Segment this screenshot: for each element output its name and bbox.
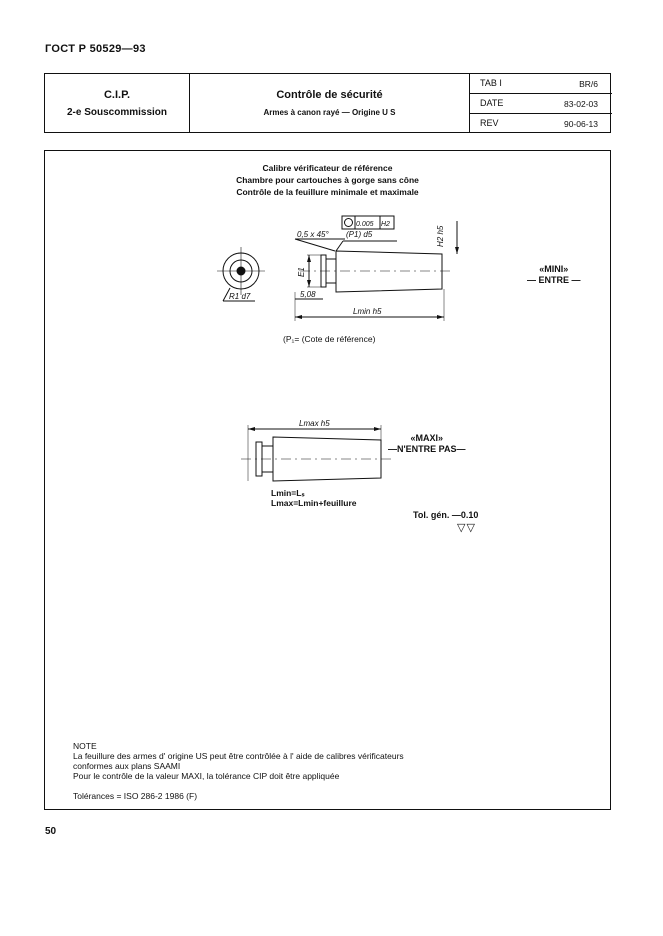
- mini-body: [336, 251, 442, 292]
- lmax-arrow-left: [248, 427, 255, 431]
- cote-note: (P₁= (Cote de référence): [283, 334, 376, 344]
- surface-finish-icon: ▽▽: [457, 522, 476, 534]
- rev-value: 90-06-13: [563, 119, 598, 129]
- formula-min: Lmin=Lₛ: [271, 488, 305, 498]
- dim-508: 5,08: [300, 290, 316, 299]
- dim-r1: R1 d7: [229, 292, 251, 301]
- maxi-label: [388, 433, 465, 455]
- tab-row: [470, 74, 612, 94]
- dim-p1: (P1) d5: [346, 230, 373, 239]
- main-title-3: Contrôle de la feuillure minimale et maximale: [236, 187, 419, 197]
- org-label: C.I.P.: [103, 89, 131, 101]
- mini-label: [527, 264, 581, 286]
- page-number: 50: [45, 826, 57, 837]
- dim-h2h5: H2 h5: [436, 225, 445, 247]
- document-code: ГОСТ Р 50529—93: [45, 43, 146, 55]
- dim-lmax: Lmax h5: [299, 419, 330, 428]
- note-line-3: Pour le contrôle de la valeur MAXI, la tolérance CIP doit être appliquée: [73, 771, 340, 781]
- rev-label: REV: [480, 118, 499, 128]
- chamfer-leader: [295, 239, 335, 251]
- lmin-arrow-right: [437, 315, 444, 319]
- position-symbol-icon: [345, 219, 353, 227]
- tab-label: TAB I: [480, 78, 502, 88]
- note-title: NOTE: [73, 741, 97, 751]
- h2-arrow: [455, 247, 459, 254]
- date-row: [470, 94, 612, 114]
- tab-value: BR/6: [579, 79, 598, 89]
- header-subtitle: Armes à canon rayé — Origine U S: [263, 108, 396, 117]
- note-line-1: La feuillure des armes d' origine US peut être contrôlée à l' aide de calibres vérificateurs: [73, 751, 404, 761]
- dim-ref-h2: H2: [381, 221, 390, 228]
- main-title-2: Chambre pour cartouches à gorge sans cône: [236, 175, 419, 185]
- main-title-1: Calibre vérificateur de référence: [262, 163, 393, 173]
- dim-tolerance-value: 0.005: [356, 221, 374, 228]
- date-label: DATE: [480, 98, 504, 108]
- dim-lmin: Lmin h5: [353, 307, 382, 316]
- gauge-drawing: [45, 151, 610, 591]
- lmin-arrow-left: [295, 315, 302, 319]
- main-frame: [44, 150, 611, 810]
- formula-max: Lmax=Lmin+feuillure: [271, 498, 357, 508]
- lmax-arrow-right: [374, 427, 381, 431]
- e1-arrow-bottom: [307, 280, 311, 287]
- tolerances-line: Tolérances = ISO 286-2 1986 (F): [73, 791, 198, 801]
- date-value: 83-02-03: [563, 99, 598, 109]
- dim-chamfer: 0,5 x 45°: [297, 230, 329, 239]
- header-org-cell: [45, 74, 190, 132]
- maxi-label-2: —N'ENTRE PAS—: [388, 444, 466, 454]
- mini-label-1: «MINI»: [539, 264, 569, 274]
- header-title-cell: [190, 74, 470, 132]
- general-tolerance: Tol. gén. —0.10: [413, 510, 479, 520]
- maxi-label-1: «MAXI»: [410, 433, 443, 443]
- header-title: Contrôle de sécurité: [276, 89, 383, 101]
- mini-label-2: — ENTRE —: [527, 275, 581, 285]
- e1-arrow-top: [307, 255, 311, 262]
- subcommission-label: 2-e Souscommission: [66, 107, 168, 118]
- rev-row: [470, 114, 612, 134]
- p1-leader: [336, 241, 343, 251]
- header-table: [44, 73, 611, 133]
- dim-e1: E1: [297, 267, 306, 277]
- note-line-2: conformes aux plans SAAMI: [73, 761, 181, 771]
